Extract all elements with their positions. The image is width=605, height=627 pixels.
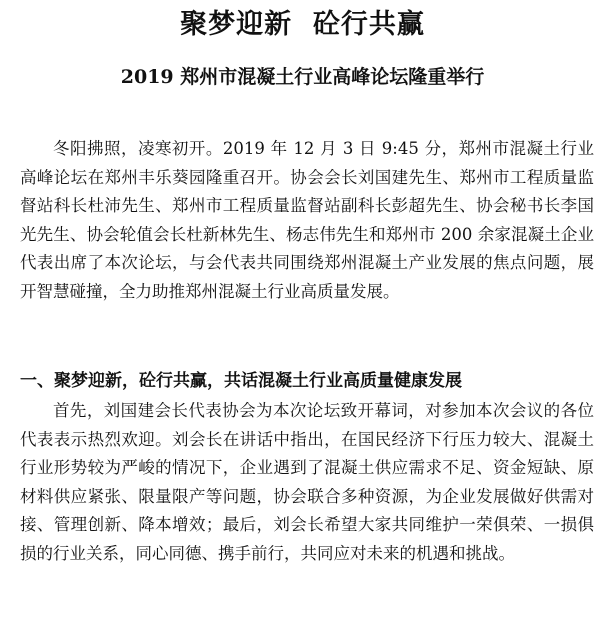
section-heading: 一、聚梦迎新，砼行共赢，共话混凝土行业高质量健康发展 [20, 371, 462, 391]
page-subtitle: 2019 郑州市混凝土行业高峰论坛隆重举行 [120, 66, 485, 88]
intro-paragraph: 冬阳拂照，凌寒初开。2019 年 12 月 3 日 9:45 分，郑州市混凝土行业高峰论坛在郑州丰乐葵园隆重召开。协会会长刘国建先生、郑州市工程质量监督站科长杜沛先生、郑州市工程质量监督站副科长彭超先生、协会秘书长李国光先生、协会轮值会长杜新林先生、杨志伟先生和郑州市 200 余家混凝土企业代表出席了本次论坛，与会代表共同围绕郑州混凝土产业发展的焦点问题，展开智慧碰撞，全力助推郑州混凝土行业高质量发展。 [20, 139, 594, 301]
section-paragraph: 首先，刘国建会长代表协会为本次论坛致开幕词，对参加本次会议的各位代表表示热烈欢迎。刘会长在讲话中指出，在国民经济下行压力较大、混凝土行业形势较为严峻的情况下，企业遇到了混凝土供应需求不足、资金短缺、原材料供应紧张、限量限产等问题，协会联合多种资源，为企业发展做好供需对接、管理创新、降本增效；最后，刘会长希望大家共同维护一荣俱荣、一损俱损的行业关系，同心同德、携手前行，共同应对未来的机遇和挑战。 [20, 401, 594, 563]
page-title: 聚梦迎新 砼行共赢 [180, 9, 425, 40]
